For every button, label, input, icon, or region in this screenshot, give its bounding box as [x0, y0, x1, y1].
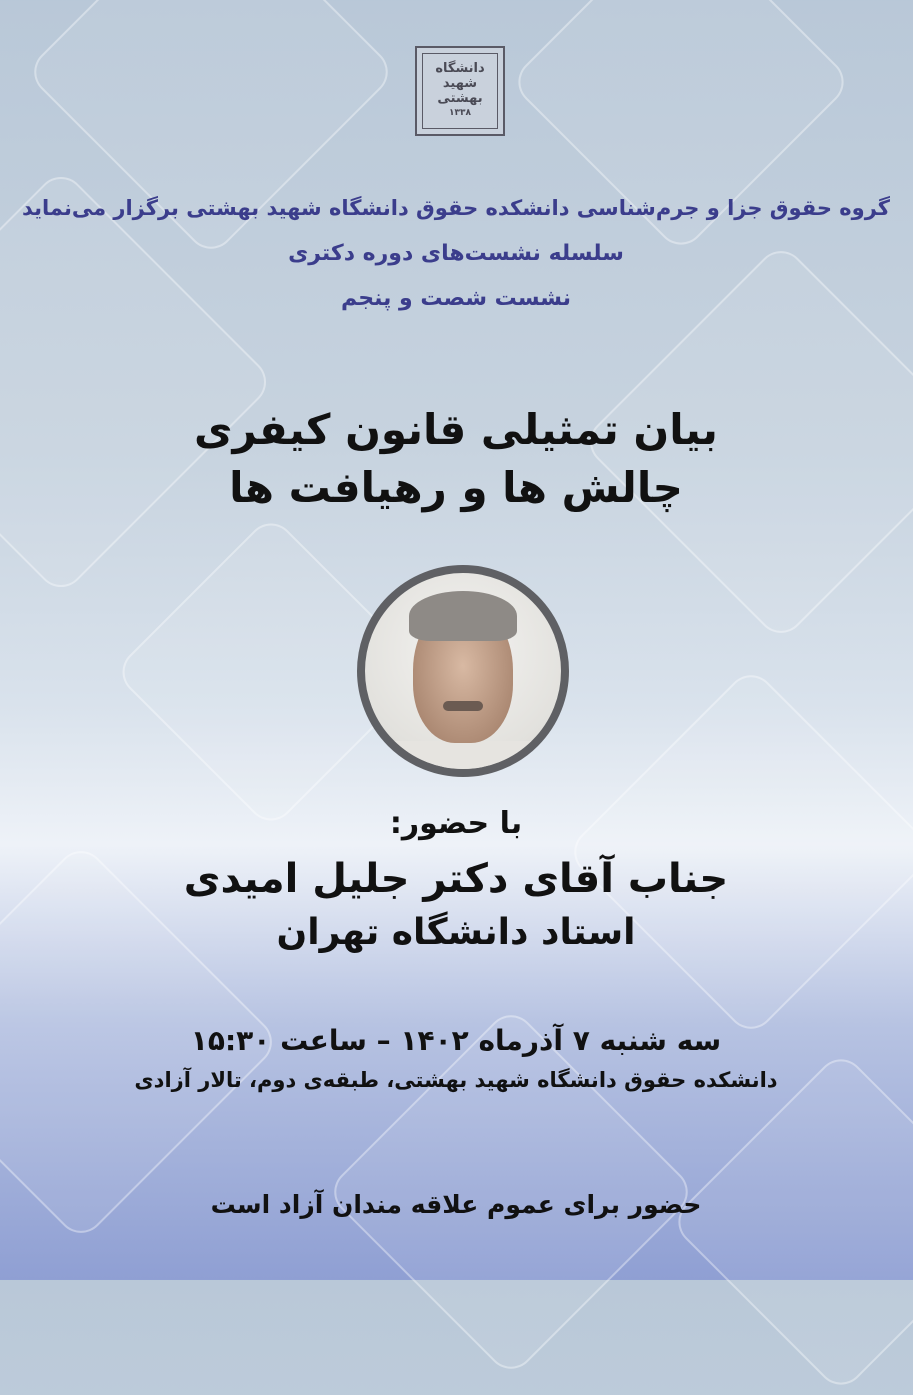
event-venue: دانشکده حقوق دانشگاه شهید بهشتی، طبقه‌ی دوم، تالار آزادی [135, 1068, 779, 1092]
speaker-name: جناب آقای دکتر جلیل امیدی [184, 856, 730, 902]
speaker-intro: با حضور: [390, 806, 524, 841]
speaker-photo [358, 565, 570, 777]
logo-year: ۱۳۳۸ [450, 108, 472, 118]
event-datetime: سه شنبه ۷ آذرماه ۱۴۰۲ – ساعت ۱۵:۳۰ [191, 1024, 723, 1057]
university-logo [416, 46, 506, 136]
footer-note: حضور برای عموم علاقه مندان آزاد است [211, 1190, 703, 1219]
logo-text: شهید [443, 76, 479, 91]
title-line-1: بیان تمثیلی قانون کیفری [195, 405, 719, 454]
speaker-affiliation: استاد دانشگاه تهران [277, 912, 637, 953]
organizer-text: گروه حقوق جزا و جرم‌شناسی دانشکده حقوق دانشگاه شهید بهشتی برگزار می‌نماید [22, 196, 892, 220]
logo-text: بهشتی [438, 91, 484, 106]
title-line-2: چالش ها و رهیافت ها [230, 463, 684, 512]
session-text: نشست شصت و پنجم [342, 286, 572, 311]
series-text: سلسله نشست‌های دوره دکتری [289, 241, 625, 266]
logo-text: دانشگاه [436, 61, 486, 76]
